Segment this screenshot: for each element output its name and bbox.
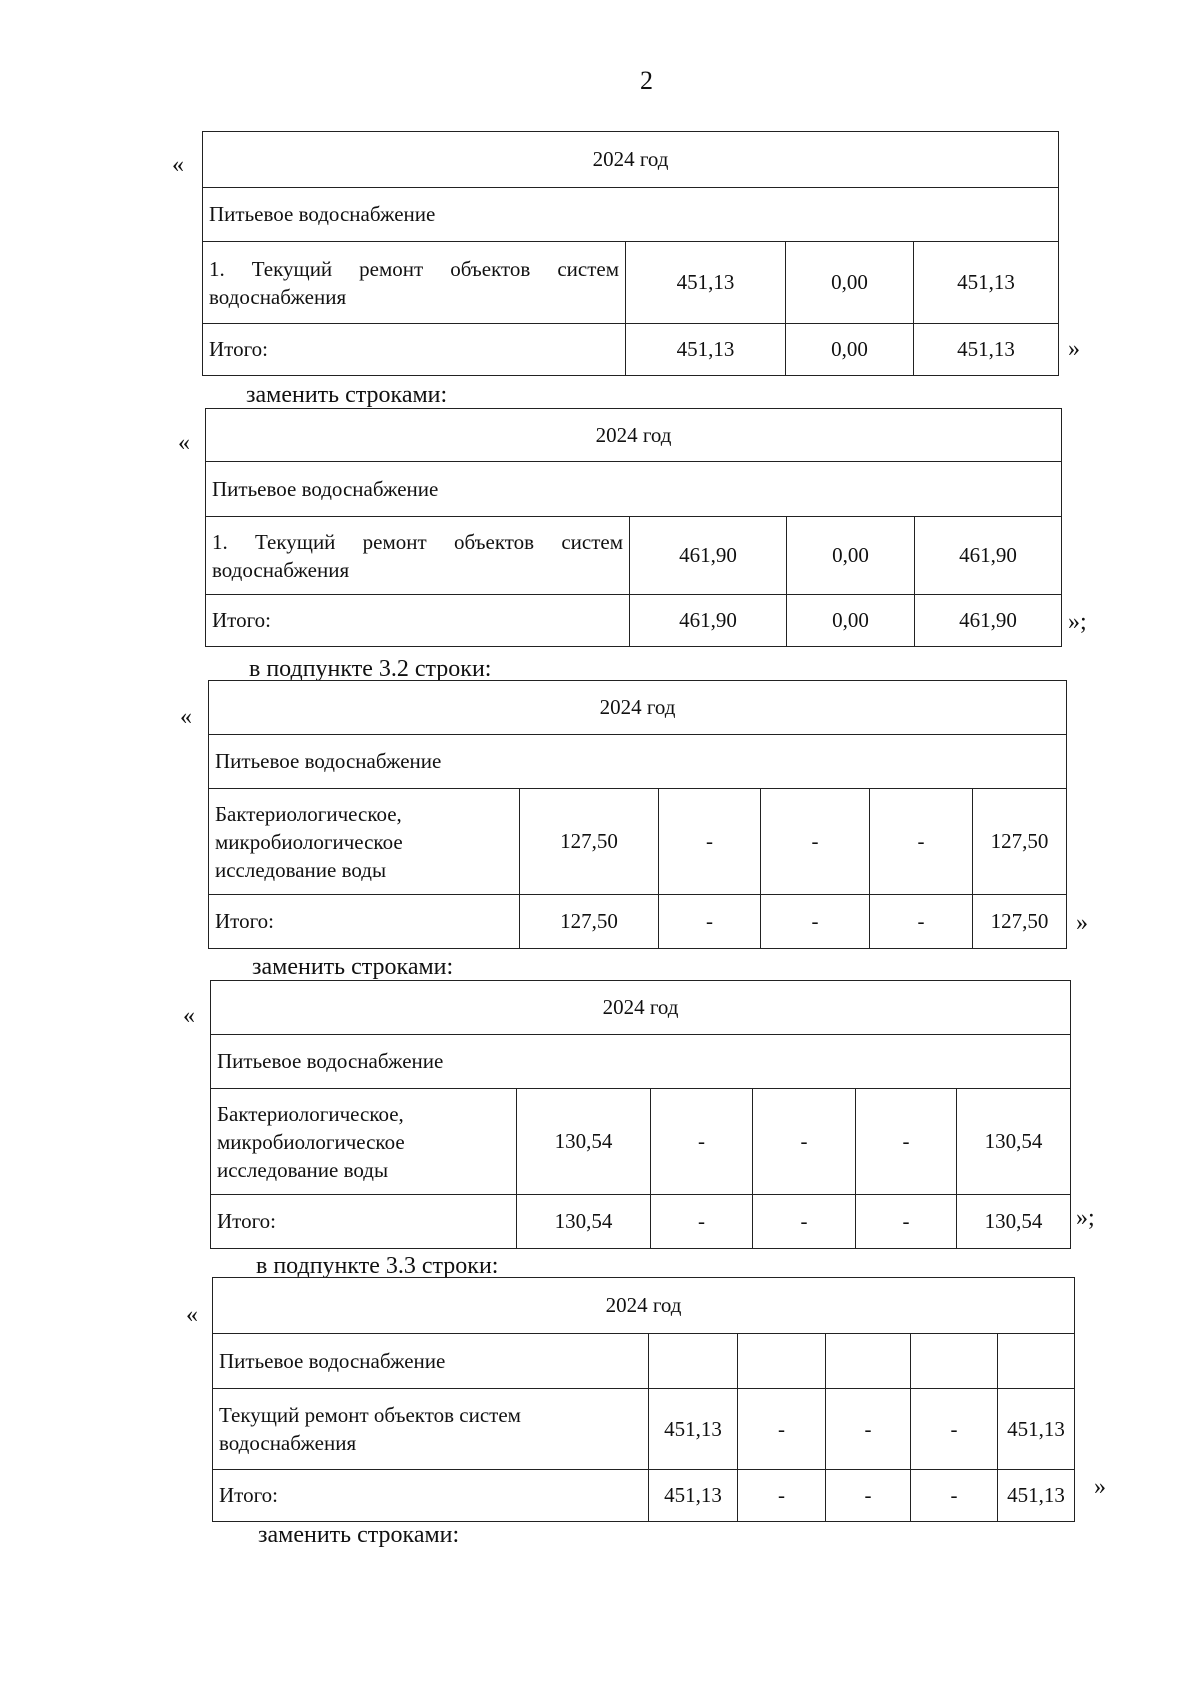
instruction-text: заменить строками: bbox=[246, 382, 448, 408]
table-2 bbox=[205, 408, 1062, 647]
instruction-text: заменить строками: bbox=[252, 954, 454, 980]
table-3 bbox=[208, 680, 1067, 949]
table-row bbox=[213, 1389, 1075, 1470]
total-value: 127,50 bbox=[520, 895, 659, 949]
open-quote: « bbox=[172, 152, 184, 178]
empty-cell bbox=[826, 1334, 911, 1389]
table-row bbox=[209, 789, 1067, 895]
total-value: 0,00 bbox=[787, 595, 915, 647]
section-row: Питьевое водоснабжение bbox=[209, 735, 1067, 789]
page-number: 2 bbox=[640, 66, 653, 95]
empty-cell bbox=[649, 1334, 738, 1389]
total-row bbox=[213, 1470, 1075, 1522]
open-quote: « bbox=[186, 1302, 198, 1328]
value-cell: 451,13 bbox=[998, 1389, 1075, 1470]
total-value: 130,54 bbox=[517, 1195, 651, 1249]
total-value: 461,90 bbox=[915, 595, 1062, 647]
item-label: Бактериологическое, микробиологическое исследование воды bbox=[209, 789, 520, 895]
section-row: Питьевое водоснабжение bbox=[211, 1035, 1071, 1089]
section-row: Питьевое водоснабжение bbox=[203, 188, 1059, 242]
year-header: 2024 год bbox=[211, 981, 1071, 1035]
close-quote: » bbox=[1076, 910, 1088, 936]
value-cell: 0,00 bbox=[786, 242, 914, 324]
value-cell: 130,54 bbox=[957, 1089, 1071, 1195]
item-label: 1. Текущий ремонт объектов систем водоснабжения bbox=[203, 242, 626, 324]
item-label: Текущий ремонт объектов систем водоснабжения bbox=[213, 1389, 649, 1470]
total-value: 0,00 bbox=[786, 324, 914, 376]
total-value: - bbox=[753, 1195, 856, 1249]
total-label: Итого: bbox=[206, 595, 630, 647]
total-value: - bbox=[826, 1470, 911, 1522]
year-header: 2024 год bbox=[203, 132, 1059, 188]
total-value: - bbox=[761, 895, 870, 949]
value-cell: - bbox=[738, 1389, 826, 1470]
open-quote: « bbox=[183, 1003, 195, 1029]
value-cell: 451,13 bbox=[626, 242, 786, 324]
table-row bbox=[211, 1089, 1071, 1195]
total-label: Итого: bbox=[203, 324, 626, 376]
value-cell: 127,50 bbox=[973, 789, 1067, 895]
value-cell: 127,50 bbox=[520, 789, 659, 895]
value-cell: - bbox=[753, 1089, 856, 1195]
total-value: 451,13 bbox=[649, 1470, 738, 1522]
total-value: - bbox=[659, 895, 761, 949]
value-cell: - bbox=[651, 1089, 753, 1195]
total-value: 451,13 bbox=[626, 324, 786, 376]
section-row: Питьевое водоснабжение bbox=[206, 462, 1062, 517]
value-cell: - bbox=[659, 789, 761, 895]
value-cell: - bbox=[761, 789, 870, 895]
item-label: 1. Текущий ремонт объектов систем водоснабжения bbox=[206, 517, 630, 595]
section-row: Питьевое водоснабжение bbox=[213, 1334, 649, 1389]
total-row bbox=[209, 895, 1067, 949]
instruction-text: заменить строками: bbox=[258, 1522, 460, 1548]
value-cell: 0,00 bbox=[787, 517, 915, 595]
close-quote: » bbox=[1068, 336, 1080, 362]
value-cell: - bbox=[826, 1389, 911, 1470]
value-cell: 451,13 bbox=[914, 242, 1059, 324]
item-label: Бактериологическое, микробиологическое исследование воды bbox=[211, 1089, 517, 1195]
empty-cell bbox=[998, 1334, 1075, 1389]
year-header: 2024 год bbox=[213, 1278, 1075, 1334]
total-label: Итого: bbox=[213, 1470, 649, 1522]
empty-cell bbox=[911, 1334, 998, 1389]
value-cell: - bbox=[856, 1089, 957, 1195]
total-label: Итого: bbox=[211, 1195, 517, 1249]
total-value: 451,13 bbox=[914, 324, 1059, 376]
year-header: 2024 год bbox=[209, 681, 1067, 735]
total-value: 130,54 bbox=[957, 1195, 1071, 1249]
total-row bbox=[211, 1195, 1071, 1249]
value-cell: - bbox=[870, 789, 973, 895]
table-4 bbox=[210, 980, 1071, 1249]
total-row bbox=[203, 324, 1059, 376]
close-quote: »; bbox=[1068, 609, 1087, 635]
total-value: - bbox=[911, 1470, 998, 1522]
total-value: 451,13 bbox=[998, 1470, 1075, 1522]
value-cell: 461,90 bbox=[630, 517, 787, 595]
instruction-text: в подпункте 3.3 строки: bbox=[256, 1253, 499, 1279]
total-label: Итого: bbox=[209, 895, 520, 949]
open-quote: « bbox=[180, 704, 192, 730]
value-cell: 461,90 bbox=[915, 517, 1062, 595]
year-header: 2024 год bbox=[206, 409, 1062, 462]
total-value: 461,90 bbox=[630, 595, 787, 647]
empty-cell bbox=[738, 1334, 826, 1389]
value-cell: - bbox=[911, 1389, 998, 1470]
total-value: - bbox=[870, 895, 973, 949]
value-cell: 130,54 bbox=[517, 1089, 651, 1195]
close-quote: »; bbox=[1076, 1205, 1095, 1231]
total-value: - bbox=[856, 1195, 957, 1249]
value-cell: 451,13 bbox=[649, 1389, 738, 1470]
total-value: 127,50 bbox=[973, 895, 1067, 949]
total-row bbox=[206, 595, 1062, 647]
table-row bbox=[203, 242, 1059, 324]
table-5 bbox=[212, 1277, 1075, 1522]
table-1 bbox=[202, 131, 1059, 376]
total-value: - bbox=[738, 1470, 826, 1522]
table-row bbox=[206, 517, 1062, 595]
open-quote: « bbox=[178, 430, 190, 456]
close-quote: » bbox=[1094, 1474, 1106, 1500]
instruction-text: в подпункте 3.2 строки: bbox=[249, 656, 492, 682]
total-value: - bbox=[651, 1195, 753, 1249]
